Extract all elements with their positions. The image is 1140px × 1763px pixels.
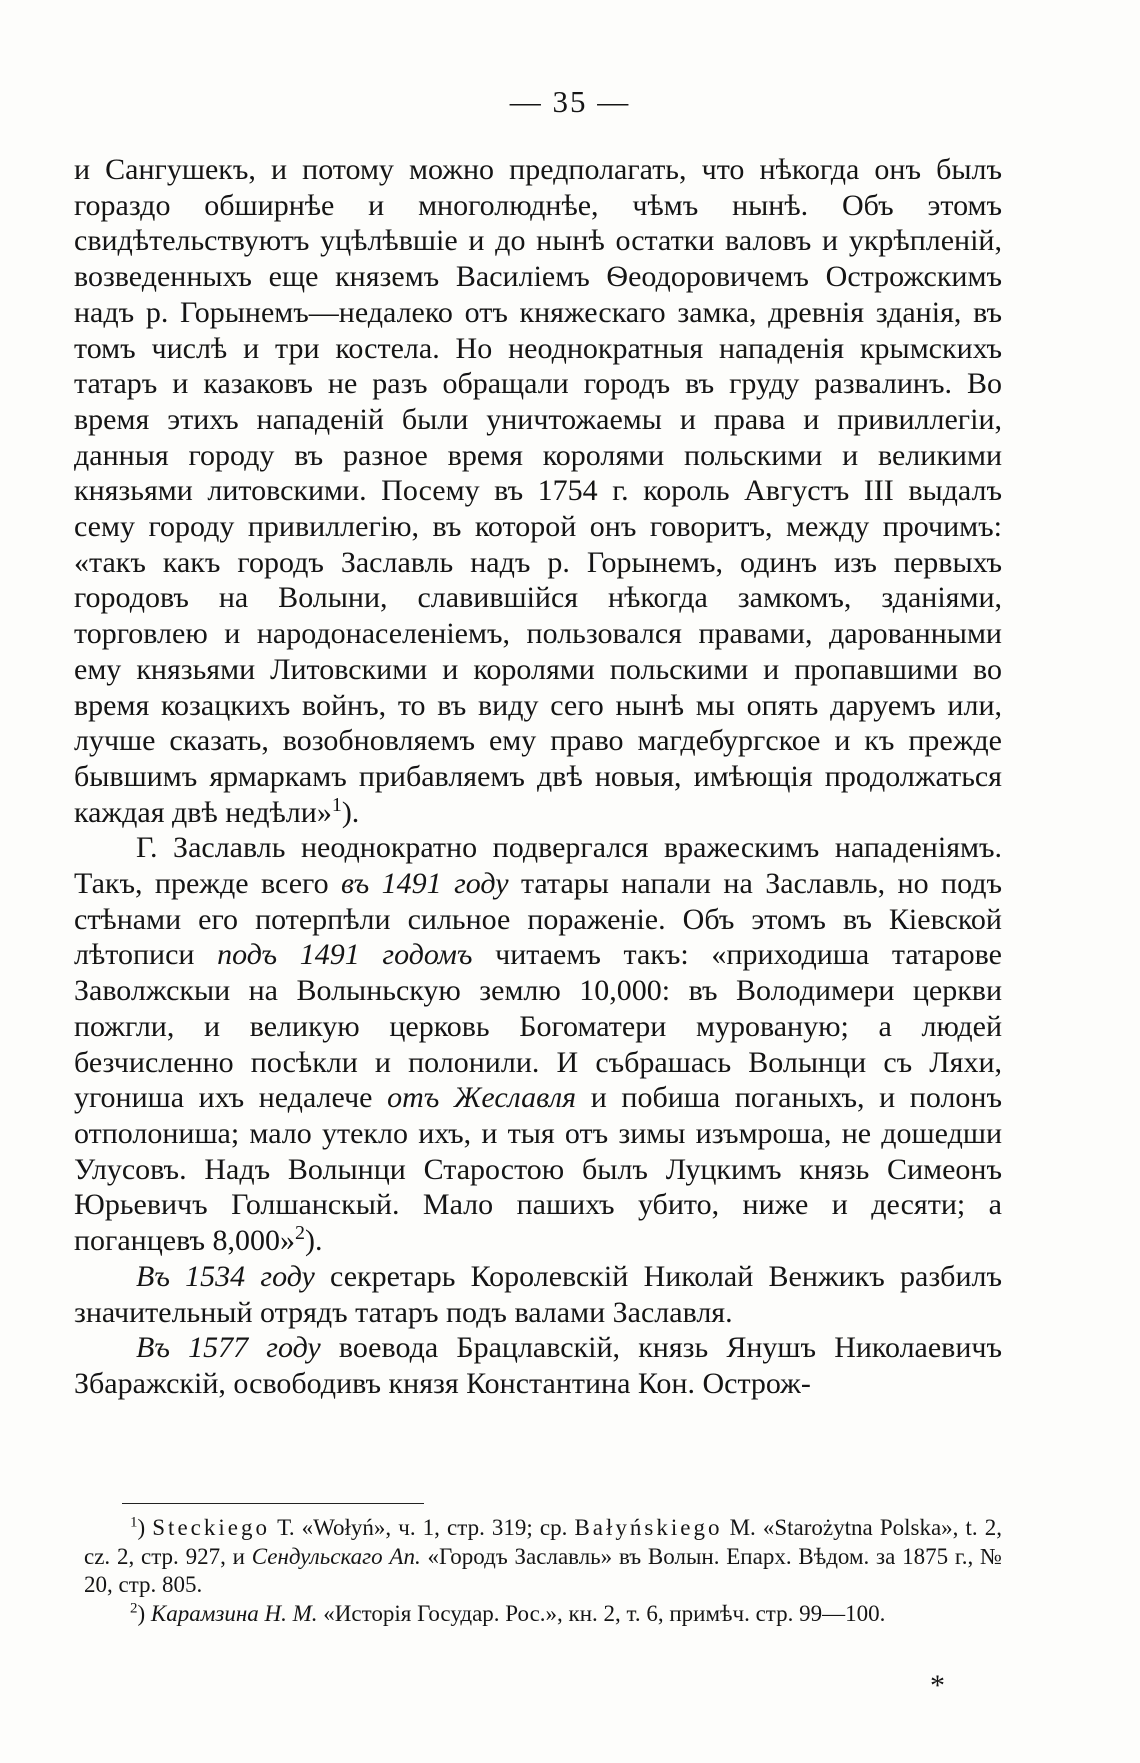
paragraph-2-end: ). [305,1224,323,1258]
signature-mark: * [930,1669,945,1702]
paragraph-2-text-c: читаемъ такъ: «приходиша татарове Заволжскыи на Волыньскую землю 10,000: въ Володимери церкви пожгли, и великую церковь Богоматери мурованую; а людей безчисленно посѣкли и полонили. И събрашась Волынци съ Ляхи, угониша ихъ недалече [74,938,1002,1115]
paragraph-2-italic-1: въ 1491 году [341,867,509,901]
footnote-2-mark: 2 [130,1600,138,1617]
footnote-2: $^2$) Карамзина Н. М. «Исторія Государ. Рос.», кн. 2, т. 6, примѣч. стр. 99—100. [130,1600,886,1626]
footnote-1-italic: Сендульскаго Ап. [251,1543,421,1569]
footnote-1-author-2: Bałyńskiego [574,1515,723,1540]
footnote-ref-1: 1 [331,793,342,816]
footnote-2-text: «Исторія Государ. Рос.», кн. 2, т. 6, примѣч. стр. 99—100. [317,1600,886,1626]
footnote-ref-2: 2 [295,1222,306,1245]
main-text [74,152,1002,1402]
paragraph-1-text: и Сангушекъ, и потому можно предполагать, что нѣкогда онъ былъ гораздо обширнѣе и многолюднѣе, чѣмъ нынѣ. Объ этомъ свидѣтельствуютъ уцѣлѣвшіе и до нынѣ остатки валовъ и укрѣпленій, возведенныхъ еще княземъ Василіемъ Ѳеодоровичемъ Острожскимъ надъ р. Горынемъ—недалеко отъ княжескаго замка, древнія зданія, въ томъ числѣ и три костела. Но неоднократныя нападенія крымскихъ татаръ и казаковъ не разъ обращали городъ въ груду развалинъ. Во время этихъ нападеній были уничтожаемы и права и привиллегіи, данныя городу въ разное время королями польскими и великими князьями литовскими. Посему въ 1754 г. король Августъ III выдалъ сему городу привиллегію, въ которой онъ говоритъ, между прочимъ: «такъ какъ городъ Заславль надъ р. Горынемъ, одинъ изъ первыхъ городовъ на Волыни, славившійся нѣкогда замкомъ, зданіями, торговлею и народонаселеніемъ, пользовался правами, дарованными ему князьями Литовскими и королями польскими и пропавшими во время козацкихъ войнъ, то въ виду сего нынѣ мы опять даруемъ или, лучше сказать, возобновляемъ ему право магдебургское и къ прежде бывшимъ ярмаркамъ прибавляемъ двѣ новыя, имѣющія продолжаться каждая двѣ недѣли» [74,153,1002,829]
paragraph-1 [74,152,1002,830]
paragraph-3 [74,1259,1002,1330]
page-number: — 35 — [509,84,631,119]
paragraph-4-text: воевода Брацлавскій, князь Янушъ Николаевичъ Збаражскій, освободивъ князя Константина Кон. Острож- [74,1331,1002,1400]
footnote-1-mark: 1 [130,1514,138,1531]
paragraph-2-italic-2: подъ 1491 годомъ [217,938,473,972]
footnote-1-text-b: M. «Starożytna Polska», t. 2, cz. 2, стр. 927, и [84,1515,1002,1569]
paragraph-2 [74,830,1002,1258]
paragraph-4-italic: Въ 1577 году [136,1331,321,1365]
footnote-2-italic: Карамзина Н. М. [150,1600,318,1626]
footnote-1-author-1: Steckiego [152,1515,270,1540]
footnotes [84,1514,1002,1628]
paragraph-2-text-a: Г. Заславль неоднократно подвергался вражескимъ нападеніямъ. Такъ, прежде всего [74,831,1002,901]
paragraph-4 [74,1330,1002,1401]
paragraph-3-text: секретарь Королевскій Николай Венжикъ разбилъ значительный отрядъ татаръ подъ валами Заславля. [74,1259,1002,1329]
paragraph-1-end: ). [341,795,360,829]
paragraph-2-text-d: и побиша поганыхъ, и полонъ отполониша; мало утекло ихъ, и тыя отъ зимы изъмроша, не дошедши Улусовъ. Надъ Волынци Старостою былъ Луцкимъ князь Симеонъ Юрьевичъ Голшанскый. Мало пашихъ убито, ниже и десяти; а поганцевъ 8,000» [74,1081,1002,1258]
footnote-1-text-a: Т. «Wołyń», ч. 1, стр. 319; ср. [269,1515,575,1540]
footnote-1: $^1$) Steckiego Т. «Wołyń», ч. 1, стр. 319; ср. Bałyńskiego M. «Starożytna Polska», t. 2, cz. 2, стр. 927, и Сендульскаго Ап. «Городъ Заславль» въ Волын. Епарх. Вѣдом. за 1875 г., № 20, стр. 805. [84,1514,1003,1598]
paragraph-2-text-b: татары напали на Заславль, но подъ стѣнами его потерпѣли сильное пораженіе. Объ этомъ въ Кіевской лѣтописи [74,867,1003,972]
footnote-divider [122,1503,424,1504]
footnote-1-text-c: «Городъ Заславль» въ Волын. Епарх. Вѣдом. за 1875 г., № 20, стр. 805. [84,1543,1003,1598]
paragraph-3-italic: Въ 1534 году [136,1259,315,1293]
paragraph-2-italic-3: отъ Жеславля [387,1081,577,1115]
